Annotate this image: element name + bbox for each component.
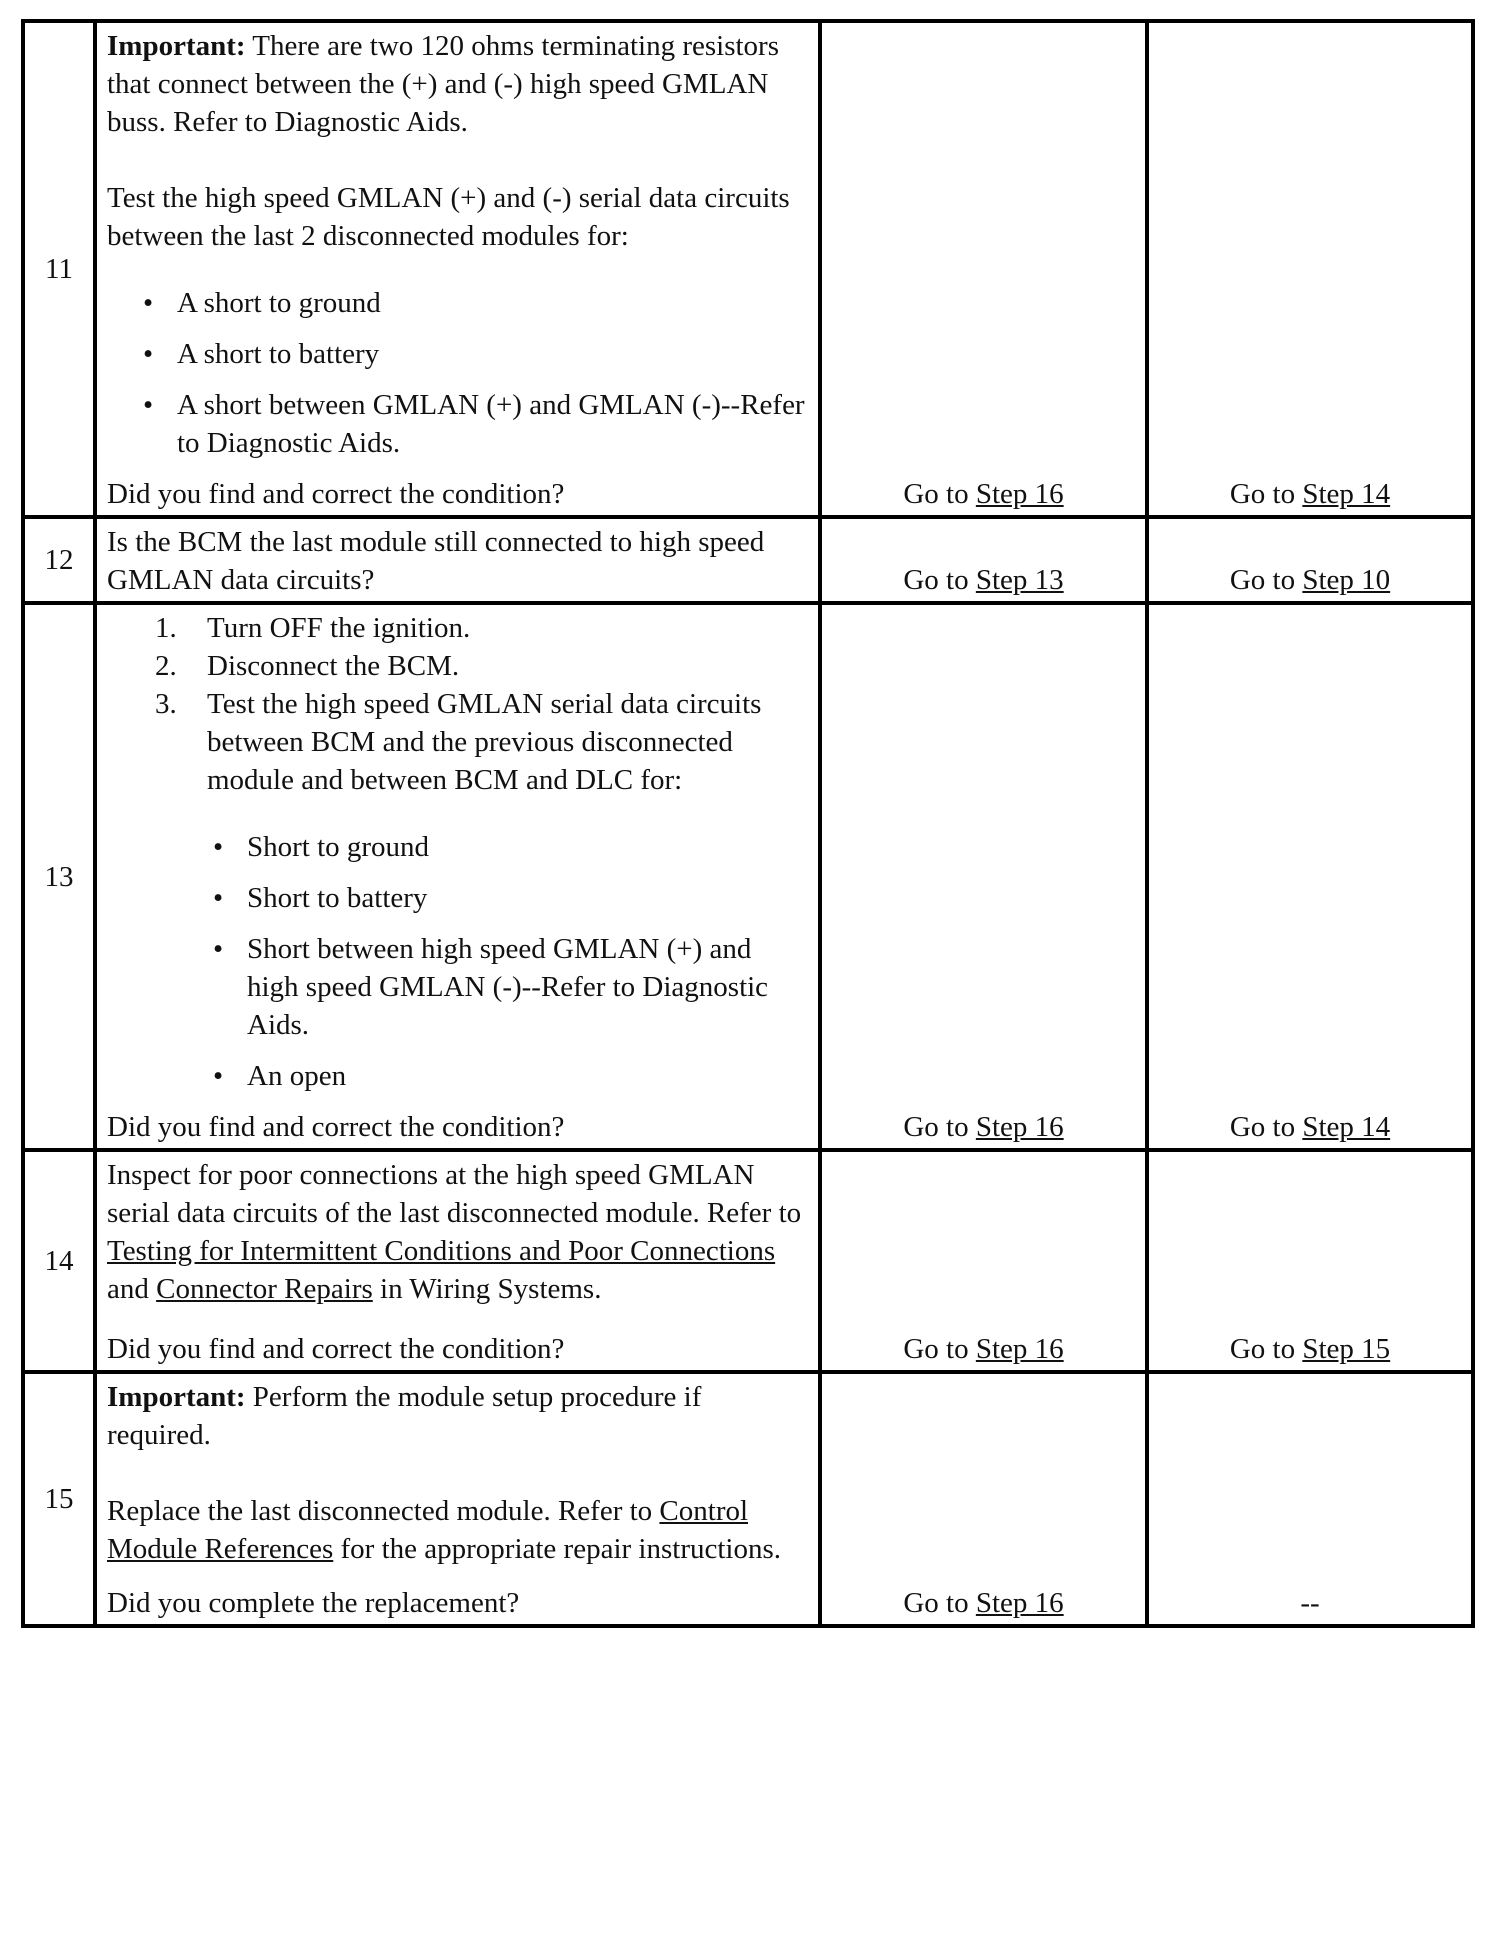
go-to-text: Go to [903,478,976,510]
important-note [107,27,808,141]
item-number: 3. [155,688,177,720]
table-row [23,517,1473,603]
no-cell [1147,1150,1473,1372]
go-to-text: Go to [903,564,976,596]
yes-cell [820,1150,1147,1372]
list-item: • An open [107,1057,808,1095]
table-row [23,603,1473,1150]
action-cell [95,1150,820,1372]
step-number: 11 [23,21,95,517]
list-item: • A short to ground [107,284,808,322]
instruction-text: Test the high speed GMLAN (+) and (-) serial data circuits between the last 2 disconnected modules for: [107,182,790,252]
item-text: Turn OFF the ignition. [207,612,471,644]
important-text: There are two 120 ohms terminating resistors that connect between the (+) and (-) high speed GMLAN buss. Refer to Diagnostic Aids. [107,30,779,138]
go-to-text: Go to [903,1111,976,1143]
list-item: • Short to battery [107,879,808,917]
text-span: and [107,1273,157,1305]
step-number: 15 [23,1372,95,1626]
important-label: Important: [107,1381,246,1413]
step-link[interactable]: Step 10 [1302,564,1391,596]
go-to-text: Go to [1229,1111,1303,1143]
list-item: • A short to battery [107,335,808,373]
step-number: 13 [23,603,95,1150]
instruction-text [107,1156,808,1308]
text-span: Inspect for poor connections at the high speed GMLAN serial data circuits of the last disconnected module. Refer to [107,1159,802,1229]
step-link[interactable]: Step 13 [975,564,1064,596]
yes-cell [820,517,1147,603]
procedure-list [107,609,808,799]
step-link[interactable]: Step 14 [1302,478,1391,510]
action-cell [95,1372,820,1626]
yes-cell [820,21,1147,517]
table-row [23,1372,1473,1626]
no-cell [1147,517,1473,603]
text-span: for the appropriate repair instructions. [333,1533,781,1565]
step-link[interactable]: Step 15 [1302,1333,1391,1365]
list-item: • Short to ground [107,828,808,866]
question-text: Did you find and correct the condition? [107,478,565,510]
yes-cell [820,603,1147,1150]
go-to-text: Go to [1229,1333,1303,1365]
go-to-text: Go to [1229,564,1303,596]
step-link[interactable]: Step 16 [975,1333,1064,1365]
item-text: Test the high speed GMLAN serial data circuits between BCM and the previous disconnected module and between BCM and DLC for: [207,688,762,796]
important-text: Perform the module setup procedure if required. [107,1381,702,1451]
intermittent-conditions-link[interactable]: Testing for Intermittent Conditions and Poor Connections [107,1235,776,1267]
step-number: 14 [23,1150,95,1372]
go-to-text: Go to [903,1333,976,1365]
question-text: Is the BCM the last module still connected to high speed GMLAN data circuits? [107,526,765,596]
instruction-text [107,1492,808,1568]
step-link[interactable]: Step 14 [1302,1111,1391,1143]
action-cell [95,517,820,603]
list-item: • Short between high speed GMLAN (+) and high speed GMLAN (-)--Refer to Diagnostic Aids. [107,930,808,1044]
control-module-references-link[interactable]: Control Module References [107,1495,749,1565]
question-text: Did you complete the replacement? [107,1587,520,1619]
list-item [107,685,808,799]
step-link[interactable]: Step 16 [975,1111,1064,1143]
step-number: 12 [23,517,95,603]
table-row [23,21,1473,517]
step-link[interactable]: Step 16 [975,478,1064,510]
item-text: Disconnect the BCM. [207,650,460,682]
list-item: • A short between GMLAN (+) and GMLAN (-)--Refer to Diagnostic Aids. [107,386,808,462]
important-label: Important: [107,30,246,62]
important-note [107,1378,808,1454]
no-cell [1147,21,1473,517]
list-item [107,647,808,685]
go-to-text: Go to [1229,478,1303,510]
go-to-text: Go to [903,1587,976,1619]
condition-list [107,284,808,462]
diagnostic-table [21,19,1475,1628]
question-text: Did you find and correct the condition? [107,1111,565,1143]
yes-cell [820,1372,1147,1626]
condition-list [107,828,808,1095]
question-text: Did you find and correct the condition? [107,1333,565,1365]
table-row [23,1150,1473,1372]
connector-repairs-link[interactable]: Connector Repairs [156,1273,373,1305]
step-link[interactable]: Step 16 [975,1587,1064,1619]
no-cell: -- [1147,1372,1473,1626]
item-number: 1. [155,612,177,644]
text-span: in Wiring Systems. [372,1273,602,1305]
no-cell [1147,603,1473,1150]
action-cell [95,603,820,1150]
text-span: Replace the last disconnected module. Refer to [107,1495,660,1527]
list-item [107,609,808,647]
item-number: 2. [155,650,177,682]
action-cell [95,21,820,517]
